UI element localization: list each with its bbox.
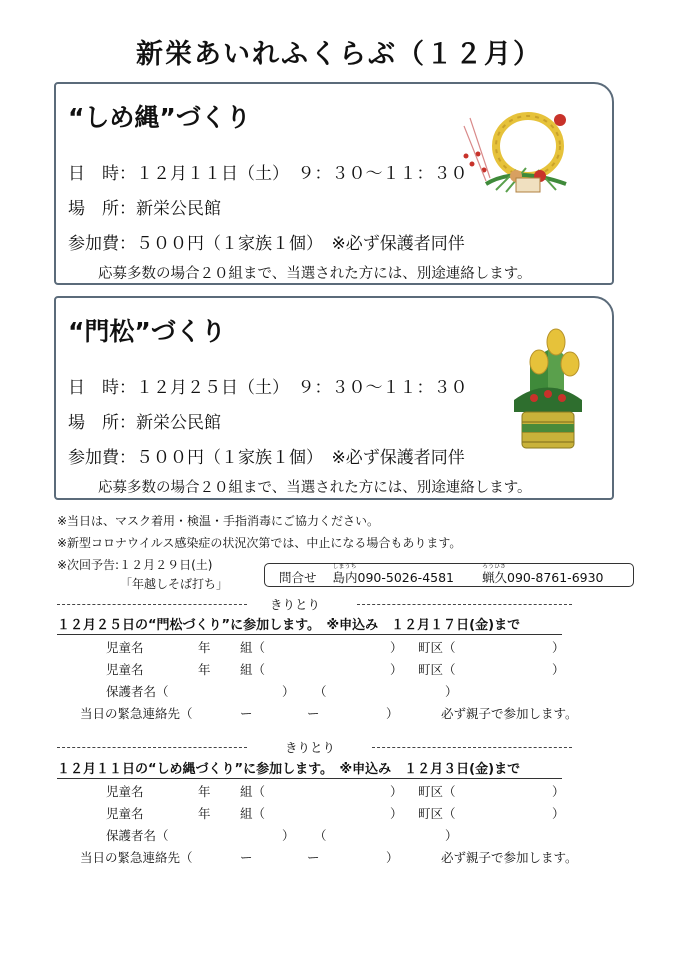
- event-title: “しめ縄”づくり: [68, 103, 251, 132]
- town-label: 町区（: [418, 806, 456, 821]
- paren-close: ）: [282, 828, 295, 843]
- cut-dash: [357, 604, 572, 605]
- event-place: 新栄公民館: [136, 413, 221, 433]
- fee-label: 参加費：: [68, 448, 136, 468]
- paren-close: ）: [282, 684, 295, 699]
- grade-label: 年: [198, 662, 211, 677]
- dash-separator: ー: [240, 706, 253, 721]
- event-fee: ５００円（１家族１個） ※必ず保護者同伴: [136, 234, 465, 254]
- place-label: 場 所：: [68, 199, 136, 219]
- paren-close: ）: [552, 662, 565, 677]
- event-date: １２月１１日（土） ９：３０～１１：３０: [136, 164, 468, 184]
- cut-line: [57, 740, 577, 754]
- paren-close: ）: [390, 806, 403, 821]
- paren-close: ）: [390, 662, 403, 677]
- town-label: 町区（: [418, 662, 456, 677]
- remark: 必ず親子で参加します。: [441, 706, 578, 721]
- paren-close: ）: [386, 850, 399, 865]
- class-label: 組（: [240, 640, 266, 655]
- event-title: “門松”づくり: [68, 317, 226, 346]
- town-label: 町区（: [418, 640, 456, 655]
- notice-line: ※次回予告:１２月２９日(土): [57, 558, 213, 572]
- emergency-label: 当日の緊急連絡先（: [80, 706, 193, 721]
- guardian-label: 保護者名（: [106, 828, 169, 843]
- event-note: 応募多数の場合２０組まで、当選された方には、別途連絡します。: [98, 480, 532, 496]
- event-note: 応募多数の場合２０組まで、当選された方には、別途連絡します。: [98, 266, 532, 282]
- event-place-row: [68, 194, 221, 219]
- date-label: 日 時：: [68, 164, 136, 184]
- event-fee-row: [68, 229, 465, 254]
- emergency-label: 当日の緊急連絡先（: [80, 850, 193, 865]
- contact-person-1-text: 島内090-5026-4581: [332, 570, 455, 585]
- paren-open: （: [314, 828, 327, 843]
- paren-close: ）: [552, 806, 565, 821]
- paren-close: ）: [552, 640, 565, 655]
- cut-dash: [372, 747, 572, 748]
- notice-line: 「年越しそば打ち」: [120, 577, 229, 591]
- child-name-label: 児童名: [106, 640, 144, 655]
- kadomatsu-illustration: [508, 320, 588, 460]
- child-name-label: 児童名: [106, 662, 144, 677]
- cut-line: [57, 597, 577, 611]
- contact-person-2-ruby: ろうひさ: [482, 563, 507, 570]
- cut-dash: [57, 604, 247, 605]
- cut-dash: [57, 747, 247, 748]
- place-label: 場 所：: [68, 413, 136, 433]
- paren-close: ）: [445, 684, 458, 699]
- town-label: 町区（: [418, 784, 456, 799]
- class-label: 組（: [240, 662, 266, 677]
- event-panel-kadomatsu: [54, 296, 614, 500]
- notice-line: ※当日は、マスク着用・検温・手指消毒にご協力ください。: [57, 514, 380, 528]
- paren-close: ）: [390, 640, 403, 655]
- contact-person-2-text: 蝋久090-8761-6930: [482, 570, 604, 585]
- grade-label: 年: [198, 640, 211, 655]
- form-heading: １２月１１日の“しめ縄づくり”に参加します。 ※申込み １２月３日(金)まで: [57, 758, 562, 779]
- contact-person-2: [482, 563, 616, 585]
- class-label: 組（: [240, 806, 266, 821]
- grade-label: 年: [198, 784, 211, 799]
- guardian-label: 保護者名（: [106, 684, 169, 699]
- contact-person-1: [332, 563, 467, 585]
- event-fee-row: [68, 443, 465, 468]
- child-name-label: 児童名: [106, 784, 144, 799]
- contact-person-1-ruby: しまうち: [332, 563, 357, 570]
- event-date-row: [68, 373, 468, 398]
- paren-open: （: [314, 684, 327, 699]
- cut-label: きりとり: [270, 597, 321, 612]
- contact-label: 問合せ: [279, 570, 317, 585]
- dash-separator: ー: [307, 850, 320, 865]
- event-date: １２月２５日（土） ９：３０～１１：３０: [136, 378, 468, 398]
- event-place: 新栄公民館: [136, 199, 221, 219]
- child-name-label: 児童名: [106, 806, 144, 821]
- event-fee: ５００円（１家族１個） ※必ず保護者同伴: [136, 448, 465, 468]
- grade-label: 年: [198, 806, 211, 821]
- paren-close: ）: [386, 706, 399, 721]
- date-label: 日 時：: [68, 378, 136, 398]
- remark: 必ず親子で参加します。: [441, 850, 578, 865]
- event-place-row: [68, 408, 221, 433]
- page-title: 新栄あいれふくらぶ（１２月）: [136, 39, 542, 70]
- paren-close: ）: [552, 784, 565, 799]
- class-label: 組（: [240, 784, 266, 799]
- fee-label: 参加費：: [68, 234, 136, 254]
- form-heading: １２月２５日の“門松づくり”に参加します。 ※申込み １２月１７日(金)まで: [57, 614, 562, 635]
- notice-line: ※新型コロナウイルス感染症の状況次第では、中止になる場合もあります。: [57, 536, 462, 550]
- shimenawa-illustration: [456, 106, 586, 196]
- dash-separator: ー: [307, 706, 320, 721]
- contact-box: [264, 563, 634, 587]
- cut-label: きりとり: [285, 740, 336, 755]
- event-date-row: [68, 159, 468, 184]
- event-panel-shimenawa: [54, 82, 614, 285]
- paren-close: ）: [445, 828, 458, 843]
- dash-separator: ー: [240, 850, 253, 865]
- paren-close: ）: [390, 784, 403, 799]
